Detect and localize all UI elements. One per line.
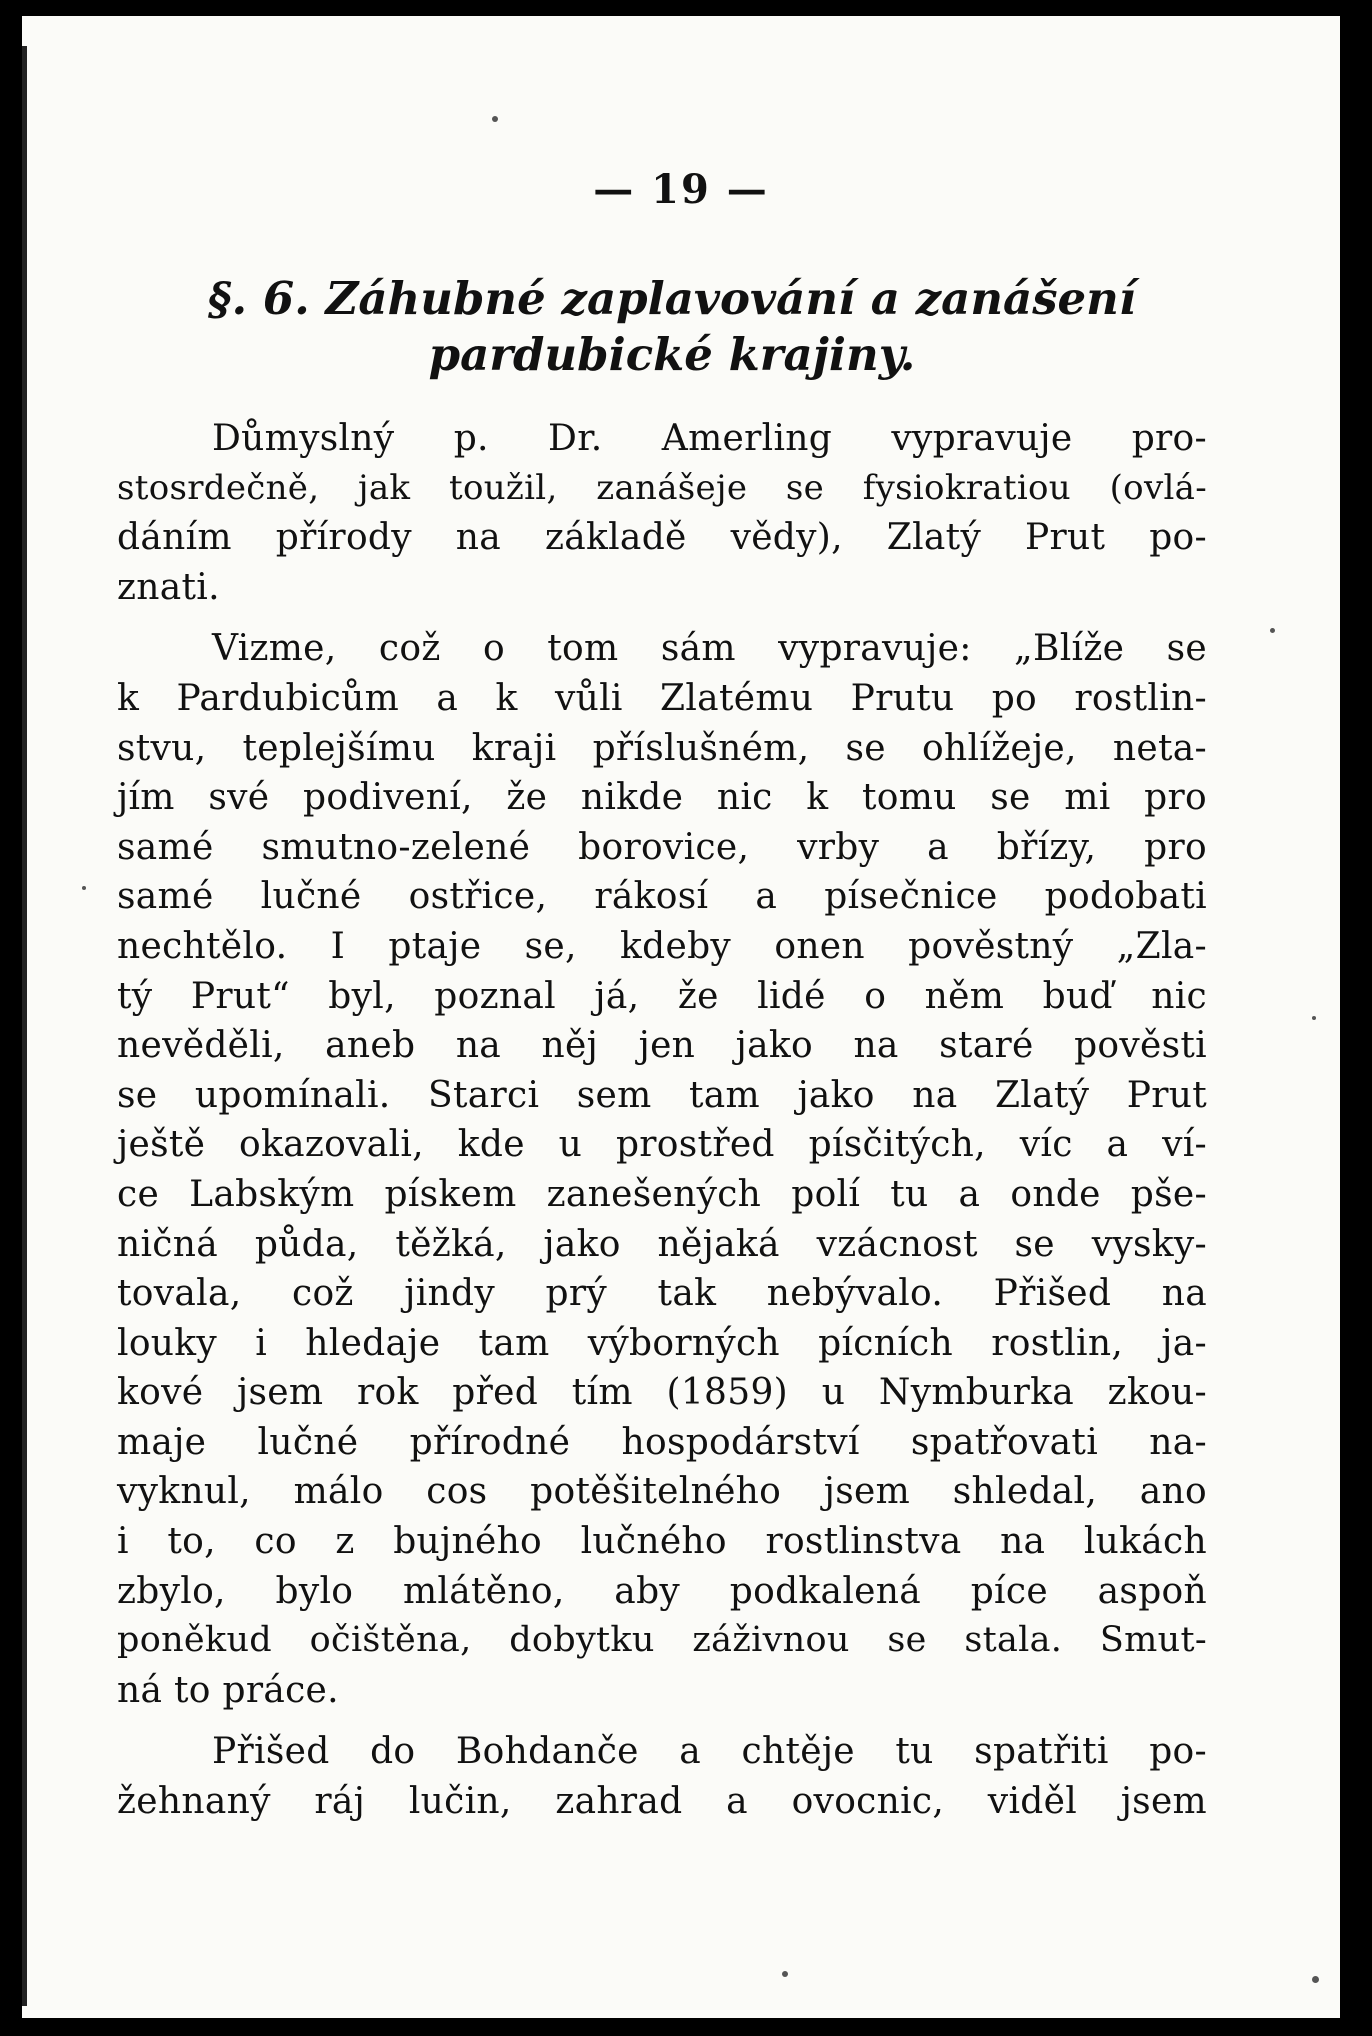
body-text (117, 414, 1207, 1827)
text-line: znati. (117, 566, 220, 608)
text-line: maje lučné přírodné hospodárství spatřovati na- (117, 1421, 1207, 1463)
scan-speck (492, 116, 498, 122)
page-edge-shadow (22, 46, 27, 2006)
text-line: samé lučné ostřice, rákosí a písečnice podobati (117, 876, 1207, 918)
text-line: Důmyslný p. Dr. Amerling vypravuje pro- (212, 418, 1207, 459)
text-line: tovala, což jindy prý tak nebývalo. Přišed na (117, 1273, 1207, 1315)
text-line: stvu, teplejšímu kraji příslušném, se ohlížeje, neta- (117, 727, 1207, 769)
scan-speck (1312, 1976, 1319, 1983)
text-line: k Pardubicům a k vůli Zlatému Prutu po rostlin- (117, 677, 1207, 719)
text-line: se upomínali. Starci sem tam jako na Zlatý Prut (117, 1074, 1207, 1116)
text-line: ničná půda, těžká, jako nějaká vzácnost se vysky- (117, 1223, 1207, 1265)
text-line: zbylo, bylo mlátěno, aby podkalená píce aspoň (117, 1570, 1207, 1612)
page-number: — 19 — (593, 166, 769, 213)
text-line: jím své podivení, že nikde nic k tomu se mi pro (117, 777, 1207, 819)
paragraph-3 (117, 1727, 1207, 1826)
paragraph-2 (117, 624, 1207, 1715)
text-line: poněkud očištěna, dobytku záživnou se stala. Smut- (117, 1620, 1207, 1661)
scan-speck (782, 1971, 788, 1977)
text-line: Vizme, což o tom sám vypravuje: „Blíže se (212, 628, 1207, 670)
heading-line-1: §. 6. Záhubné zaplavování a zanášení (208, 272, 1136, 325)
scan-speck (1312, 1016, 1316, 1020)
heading-line-2: pardubické krajiny. (428, 328, 916, 381)
text-line: kové jsem rok před tím (1859) u Nymburka zkou- (117, 1372, 1207, 1414)
text-line: nechtělo. I ptaje se, kdeby onen pověstný „Zla- (117, 925, 1207, 967)
text-line: tý Prut“ byl, poznal já, že lidé o něm buď nic (117, 975, 1207, 1017)
text-line: vyknul, málo cos potěšitelného jsem shledal, ano (117, 1471, 1207, 1513)
text-line: ná to práce. (117, 1669, 339, 1711)
text-line: nevěděli, aneb na něj jen jako na staré pověsti (117, 1025, 1207, 1067)
text-line: louky i hledaje tam výborných pícních rostlin, ja- (117, 1322, 1207, 1364)
text-line: stosrdečně, jak toužil, zanášeje se fysiokratiou (ovlá- (117, 467, 1207, 508)
section-heading (117, 271, 1227, 383)
text-line: ještě okazovali, kde u prostřed písčitých, víc a ví- (117, 1124, 1207, 1166)
text-line: samé smutno-zelené borovice, vrby a břízy, pro (117, 826, 1207, 868)
text-line: ce Labským pískem zanešených polí tu a onde pše- (117, 1173, 1207, 1215)
text-line: i to, co z bujného lučného rostlinstva na lukách (117, 1521, 1207, 1563)
text-line: Přišed do Bohdanče a chtěje tu spatřiti po- (212, 1731, 1207, 1773)
text-line: dáním přírody na základě vědy), Zlatý Prut po- (117, 517, 1207, 559)
text-line: žehnaný ráj lučin, zahrad a ovocnic, viděl jsem (117, 1781, 1207, 1823)
paragraph-1 (117, 414, 1207, 612)
book-page (22, 16, 1340, 2018)
scan-speck (82, 886, 86, 890)
scan-speck (1270, 628, 1275, 633)
